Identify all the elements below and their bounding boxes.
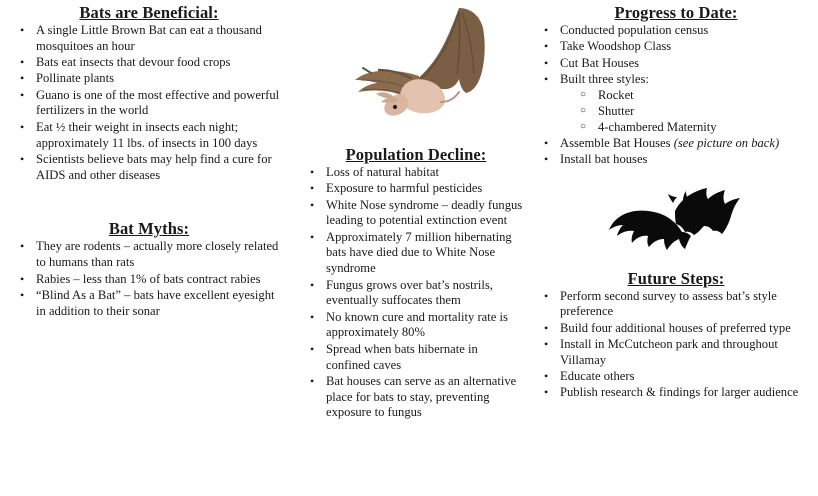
sublist-item-text: 4-chambered Maternity: [598, 119, 717, 134]
bullet-icon: •: [544, 320, 549, 335]
bullet-icon: •: [310, 373, 315, 388]
bullet-icon: •: [20, 55, 25, 70]
left-column: [0, 0, 290, 496]
section-heading-future-steps: [542, 270, 810, 289]
bullet-icon: •: [310, 341, 315, 356]
bullet-icon: •: [544, 385, 549, 400]
bat-silhouette-container: [542, 180, 810, 268]
list-item-text: Built three styles:: [560, 71, 649, 86]
section-heading-bats-are-beneficial: [18, 4, 280, 23]
sublist-item: [580, 88, 810, 104]
list-progress-to-date: [542, 23, 810, 168]
bullet-icon: •: [544, 135, 549, 150]
sublist-item-text: Shutter: [598, 103, 635, 118]
list-item-text: Conducted population census: [560, 22, 709, 37]
list-future-steps: [542, 289, 810, 402]
list-item: [542, 23, 810, 39]
list-item: [18, 23, 280, 55]
list-item: [18, 239, 280, 271]
list-item: [308, 342, 524, 374]
list-item: [308, 165, 524, 181]
list-item: [308, 230, 524, 277]
bullet-icon: •: [544, 39, 549, 54]
sub-bullet-icon: ○: [580, 120, 587, 132]
list-item-text: White Nose syndrome – deadly fungus leading to potential extinction event: [326, 197, 523, 228]
sub-bullet-icon: ○: [580, 89, 587, 101]
list-item: [542, 56, 810, 72]
list-item-text: Install bat houses: [560, 151, 648, 166]
bullet-icon: •: [310, 181, 315, 196]
flying-bat-photo: [341, 2, 491, 142]
list-item: [542, 289, 810, 321]
list-item-text: Guano is one of the most effective and powerful fertilizers in the world: [36, 87, 280, 118]
bullet-icon: •: [544, 337, 549, 351]
list-item-text: Cut Bat Houses: [560, 55, 640, 70]
bullet-icon: •: [20, 271, 25, 286]
list-item-text: They are rodents – actually more closely related to humans than rats: [36, 239, 279, 270]
list-item: [18, 120, 280, 152]
sublist-item-text: Rocket: [598, 88, 634, 103]
list-item: [18, 55, 280, 71]
list-bat-myths: [18, 239, 280, 319]
sub-bullet-icon: ○: [580, 104, 587, 116]
list-item: [542, 136, 810, 152]
list-item: [18, 71, 280, 87]
section-heading-bat-myths: [18, 220, 280, 239]
list-item: [542, 321, 810, 337]
list-item-text: Spread when bats hibernate in confined caves: [326, 341, 478, 372]
list-item: [542, 385, 810, 401]
bullet-icon: •: [20, 87, 25, 102]
bullet-icon: •: [310, 309, 315, 324]
bullet-icon: •: [20, 71, 25, 86]
heading-text: Future Steps:: [627, 268, 725, 288]
list-item: [308, 310, 524, 342]
list-item: [308, 181, 524, 197]
list-item: [18, 152, 280, 184]
bullet-icon: •: [20, 151, 25, 166]
list-item-text: A single Little Brown Bat can eat a thousand mosquitoes an hour: [36, 22, 262, 53]
list-item-text: Bats eat insects that devour food crops: [36, 55, 231, 70]
list-item-note: (see picture on back): [673, 135, 780, 150]
list-item-text: Build four additional houses of preferred type: [560, 320, 791, 335]
list-item-text: Rabies – less than 1% of bats contract rabies: [36, 271, 261, 286]
sublist-bat-house-styles: [542, 88, 810, 135]
bullet-icon: •: [544, 55, 549, 70]
list-item: [542, 72, 810, 88]
right-column: [530, 0, 818, 496]
list-item: [308, 374, 524, 421]
bullet-icon: •: [20, 22, 25, 37]
list-item-text: Take Woodshop Class: [560, 39, 672, 54]
section-heading-progress-to-date: [542, 4, 810, 23]
list-item-text: “Blind As a Bat” – bats have excellent eyesight in addition to their sonar: [36, 287, 275, 318]
list-item-text: Pollinate plants: [36, 71, 115, 86]
list-population-decline: [308, 165, 524, 421]
list-item-text: Install in McCutcheon park and throughout Villamay: [560, 337, 778, 367]
list-item: [308, 278, 524, 310]
list-item: [308, 198, 524, 230]
sublist-item: [580, 104, 810, 120]
list-item: [542, 337, 810, 369]
list-item-text: Eat ½ their weight in insects each night; approximately 11 lbs. of insects in 100 days: [36, 119, 258, 150]
heading-text: Progress to Date:: [614, 3, 738, 22]
bullet-icon: •: [544, 151, 549, 166]
flying-bat-photo-container: [308, 0, 524, 142]
list-bats-are-beneficial: [18, 23, 280, 183]
bullet-icon: •: [544, 71, 549, 86]
list-item: [542, 369, 810, 385]
list-item-text: Bat houses can serve as an alternative place for bats to stay, preventing exposure to fungus: [326, 373, 517, 420]
bullet-icon: •: [310, 229, 315, 244]
bullet-icon: •: [20, 119, 25, 134]
list-item: [18, 288, 280, 320]
heading-text: Population Decline:: [345, 145, 487, 164]
middle-column: [290, 0, 530, 496]
list-item-text: No known cure and mortality rate is approximately 80%: [326, 309, 508, 340]
bullet-icon: •: [544, 22, 549, 37]
list-item: [542, 152, 810, 168]
section-heading-population-decline: [308, 146, 524, 165]
bullet-icon: •: [544, 288, 549, 303]
list-item-text: Perform second survey to assess bat’s style preference: [560, 288, 777, 319]
bullet-icon: •: [310, 164, 315, 179]
sublist-item: [580, 120, 810, 136]
list-item-text: Approximately 7 million hibernating bats have died due to White Nose syndrome: [326, 229, 512, 276]
bullet-icon: •: [544, 369, 549, 384]
list-item: [542, 39, 810, 55]
heading-text: Bats are Beneficial:: [79, 3, 219, 22]
list-item-text: Publish research & findings for larger audience: [560, 385, 799, 400]
list-item-text: Loss of natural habitat: [326, 164, 439, 179]
list-item-text: Exposure to harmful pesticides: [326, 181, 483, 196]
bullet-icon: •: [20, 287, 25, 302]
bullet-icon: •: [20, 239, 25, 254]
bat-silhouette: [605, 187, 747, 261]
list-item-text: Educate others: [560, 369, 635, 384]
bullet-icon: •: [310, 277, 315, 292]
list-item: [18, 272, 280, 288]
list-item-text: Fungus grows over bat’s nostrils, eventually suffocates them: [326, 277, 493, 308]
list-item: [18, 88, 280, 120]
list-item-text: Assemble Bat Houses: [560, 135, 674, 150]
list-item-text: Scientists believe bats may help find a cure for AIDS and other diseases: [36, 151, 272, 182]
heading-text: Bat Myths:: [108, 219, 190, 239]
bullet-icon: •: [310, 197, 315, 212]
